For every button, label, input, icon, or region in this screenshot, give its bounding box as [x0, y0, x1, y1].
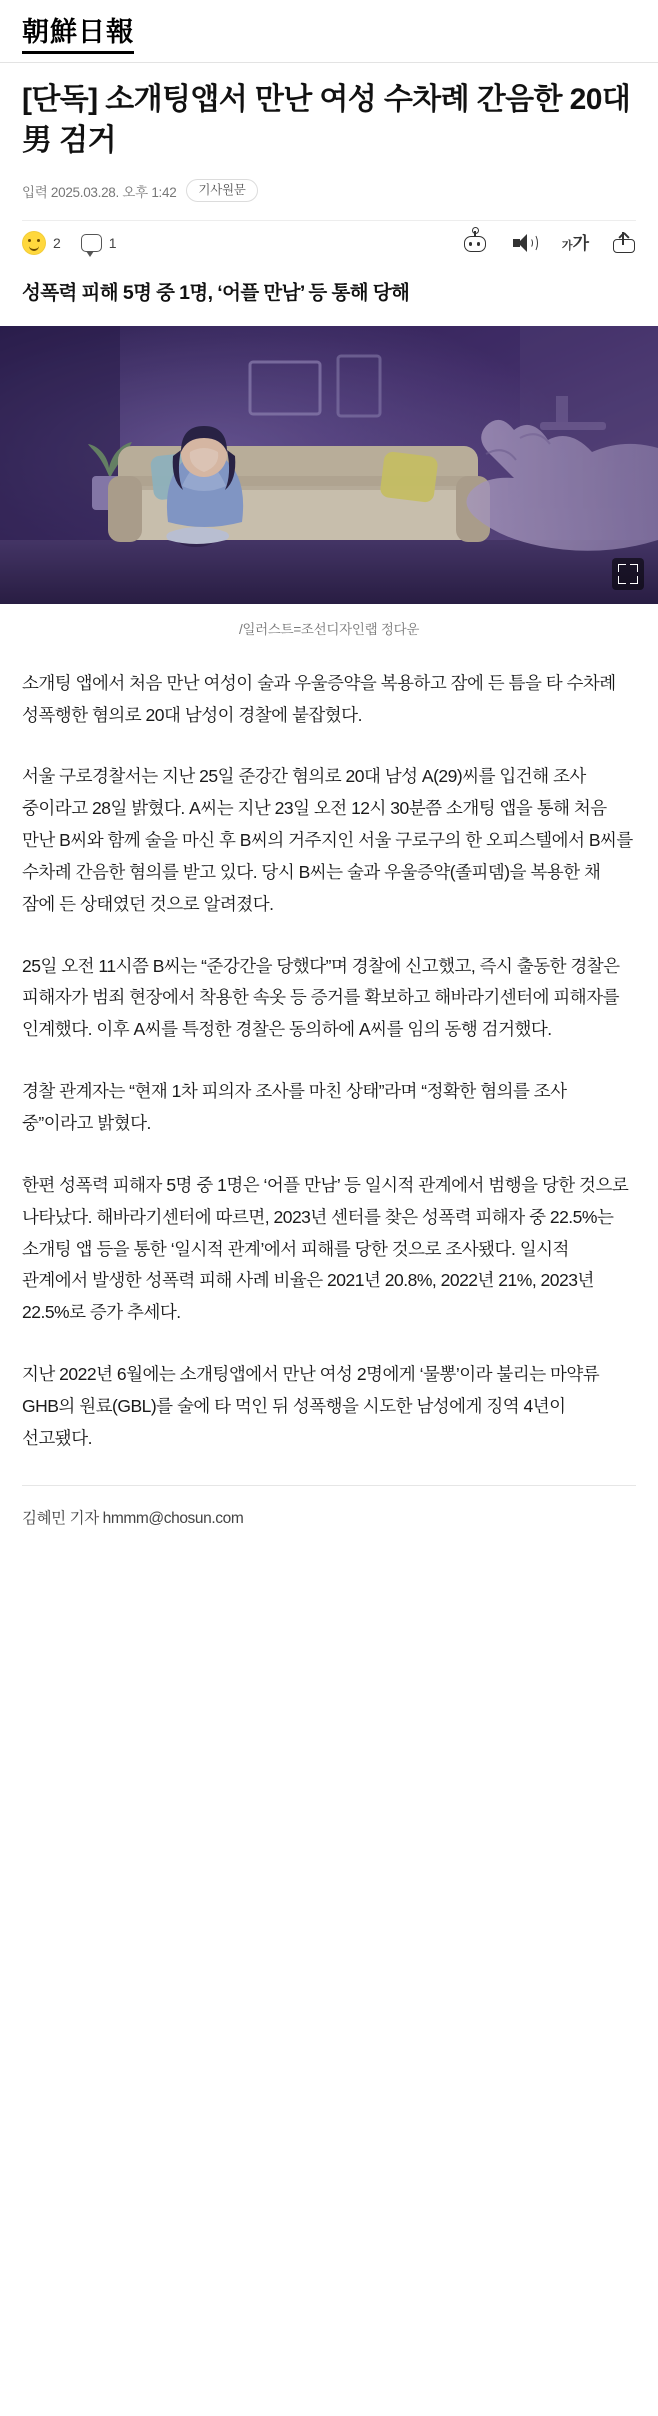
robot-icon[interactable] [462, 232, 488, 254]
article-paragraph: 소개팅 앱에서 처음 만난 여성이 술과 우울증약을 복용하고 잠에 든 틈을 타 수차례 성폭행한 혐의로 20대 남성이 경찰에 붙잡혔다. [22, 672, 616, 725]
speaker-icon[interactable] [512, 232, 538, 254]
comment-bubble-icon [81, 234, 102, 252]
share-icon[interactable] [612, 232, 636, 254]
comment-button[interactable] [81, 234, 117, 252]
article-paragraph: 지난 2022년 6월에는 소개팅앱에서 만난 여성 2명에게 ‘물뽕’이라 불리는 마약류 GHB의 원료(GBL)를 술에 타 먹인 뒤 성폭행을 시도한 남성에게 징역 4년이 선고됐다. [22, 1364, 600, 1448]
comment-count: 1 [108, 235, 117, 252]
article-meta [0, 161, 658, 202]
font-size-small-label: 가 [561, 239, 572, 252]
toolbar-right-group [462, 232, 636, 254]
image-caption: /일러스트=조선디자인랩 정다운 [238, 621, 420, 637]
article-paragraph: 한편 성폭력 피해자 5명 중 1명은 ‘어플 만남’ 등 일시적 관계에서 범행을 당한 것으로 나타났다. 해바라기센터에 따르면, 2023년 센터를 찾은 성폭력 피해자 중 22.5%는 소개팅 앱 등을 통한 ‘일시적 관계’에서 피해를 당한 것으로 조사됐다. 일시적 관계에서 발생한 성폭력 피해 사례 비율은 2021년 20.8%, 2022년 21%, 2023년 22.5%로 증가 추세다. [22, 1174, 629, 1323]
reaction-button[interactable] [22, 231, 61, 255]
article-paragraph: 경찰 관계자는 “현재 1차 피의자 조사를 마친 상태”라며 “정확한 혐의를 조사 중”이라고 밝혔다. [22, 1081, 567, 1134]
page-title: [단독] 소개팅앱서 만난 여성 수차례 간음한 20대男 검거 [22, 82, 631, 158]
article-body [0, 642, 658, 1455]
illustration-image[interactable] [0, 326, 658, 604]
expand-image-icon[interactable] [612, 558, 644, 590]
article-paragraph: 서울 구로경찰서는 지난 25일 준강간 혐의로 20대 남성 A(29)씨를 입건해 조사 중이라고 28일 밝혔다. A씨는 지난 23일 오전 12시 30분쯤 소개팅 앱을 통해 처음 만난 B씨와 함께 술을 마신 후 B씨의 거주지인 서울 구로구의 한 오피스텔에서 B씨를 수차례 간음한 혐의를 받고 있다. 당시 B씨는 술과 우울증약(졸피뎀)을 복용한 채 잠에 든 상태였던 것으로 알려졌다. [22, 766, 633, 914]
article-figure [0, 326, 658, 642]
smiley-icon [22, 231, 46, 255]
toolbar-left-group [22, 231, 117, 255]
reporter-byline[interactable]: 김혜민 기자 hmmm@chosun.com [22, 1509, 244, 1527]
article-subheading: 성폭력 피해 5명 중 1명, ‘어플 만남’ 등 통해 당해 [22, 282, 410, 305]
reaction-count: 2 [53, 235, 61, 252]
font-size-icon[interactable] [562, 235, 588, 252]
font-size-large-label: 가 [572, 233, 588, 253]
headline-container [0, 63, 658, 162]
publish-date: 입력 2025.03.28. 오후 1:42 [22, 184, 177, 200]
publisher-logo[interactable]: 朝鮮日報 [22, 18, 134, 54]
article-toolbar [22, 220, 636, 269]
masthead [0, 0, 658, 62]
original-article-link[interactable]: 기사원문 [186, 179, 257, 202]
illustration-svg [0, 326, 658, 604]
article-paragraph: 25일 오전 11시쯤 B씨는 “준강간을 당했다”며 경찰에 신고했고, 즉시 출동한 경찰은 피해자가 범죄 현장에서 착용한 속옷 등 증거를 확보하고 해바라기센터에 피해자를 인계했다. 이후 A씨를 특정한 경찰은 동의하에 A씨를 임의 동행 검거했다. [22, 955, 620, 1040]
